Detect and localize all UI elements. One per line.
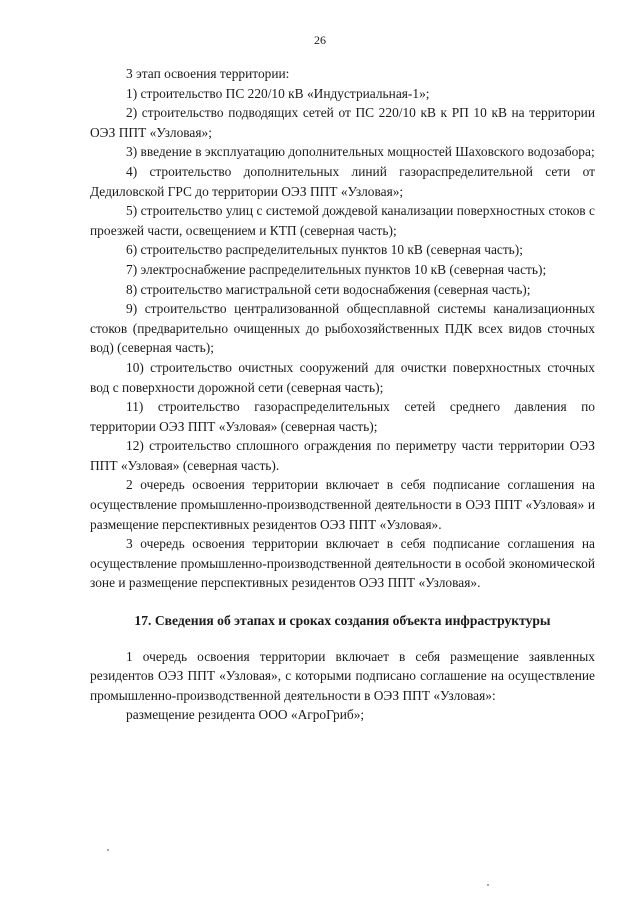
paragraph-queue-3: 3 очередь освоения территории включает в себя подписание соглашения на осуществление промышленно-производственной деятельности в особой экономической зоне и размещение перспективных резидентов ОЭЗ ППТ «Узловая».	[90, 536, 595, 591]
list-item-11: 11) строительство газораспределительных сетей среднего давления по территории ОЭЗ ППТ «Узловая» (северная часть);	[90, 399, 595, 434]
section-heading: 17. Сведения об этапах и сроках создания объекта инфраструктуры	[134, 613, 551, 629]
list-item-9: 9) строительство централизованной общесплавной системы канализационных стоков (предварительно очищенных до рыбохозяйственных ПДК всех видов сточных вод) (северная часть);	[90, 301, 595, 356]
list-item-6: 6) строительство распределительных пунктов 10 кВ (северная часть);	[126, 242, 523, 258]
list-item-3: 3) введение в эксплуатацию дополнительных мощностей Шаховского водозабора;	[126, 144, 595, 160]
paragraph-queue-1: 1 очередь освоения территории включает в себя размещение заявленных резидентов ОЭЗ ППТ «Узловая», с которыми подписано соглашение на осуществление промышленно-производственной деятельности в ОЭЗ ППТ «Узловая»:	[90, 648, 595, 703]
paragraph-resident: размещение резидента ООО «АгроГриб»;	[126, 707, 365, 723]
scan-speck	[107, 849, 109, 851]
paragraph-stage-3-intro: 3 этап освоения территории:	[126, 66, 290, 81]
page-content	[90, 64, 595, 725]
list-item-12: 12) строительство сплошного ограждения по периметру части территории ОЭЗ ППТ «Узловая» (северная часть).	[90, 438, 595, 473]
list-item-5: 5) строительство улиц с системой дождевой канализации поверхностных стоков с проезжей части, освещением и КТП (северная часть);	[90, 203, 595, 238]
list-item-7: 7) электроснабжение распределительных пунктов 10 кВ (северная часть);	[126, 261, 547, 277]
list-item-1: 1) строительство ПС 220/10 кВ «Индустриальная-1»;	[126, 85, 430, 101]
scan-speck	[487, 884, 489, 886]
list-item-10: 10) строительство очистных сооружений для очистки поверхностных сточных вод с поверхности дорожной сети (северная часть);	[90, 359, 595, 395]
page-number: 26	[314, 33, 326, 47]
paragraph-queue-2: 2 очередь освоения территории включает в себя подписание соглашения на осуществление промышленно-производственной деятельности в ОЭЗ ППТ «Узловая» и размещение перспективных резидентов ОЭЗ ППТ «Узловая».	[90, 477, 595, 532]
list-item-8: 8) строительство магистральной сети водоснабжения (северная часть);	[126, 281, 531, 297]
list-item-4: 4) строительство дополнительных линий газораспределительной сети от Дедиловской ГРС до территории ОЭЗ ППТ «Узловая»;	[90, 163, 595, 199]
list-item-2: 2) строительство подводящих сетей от ПС 220/10 кВ к РП 10 кВ на территории ОЭЗ ППТ «Узловая»;	[90, 105, 595, 140]
